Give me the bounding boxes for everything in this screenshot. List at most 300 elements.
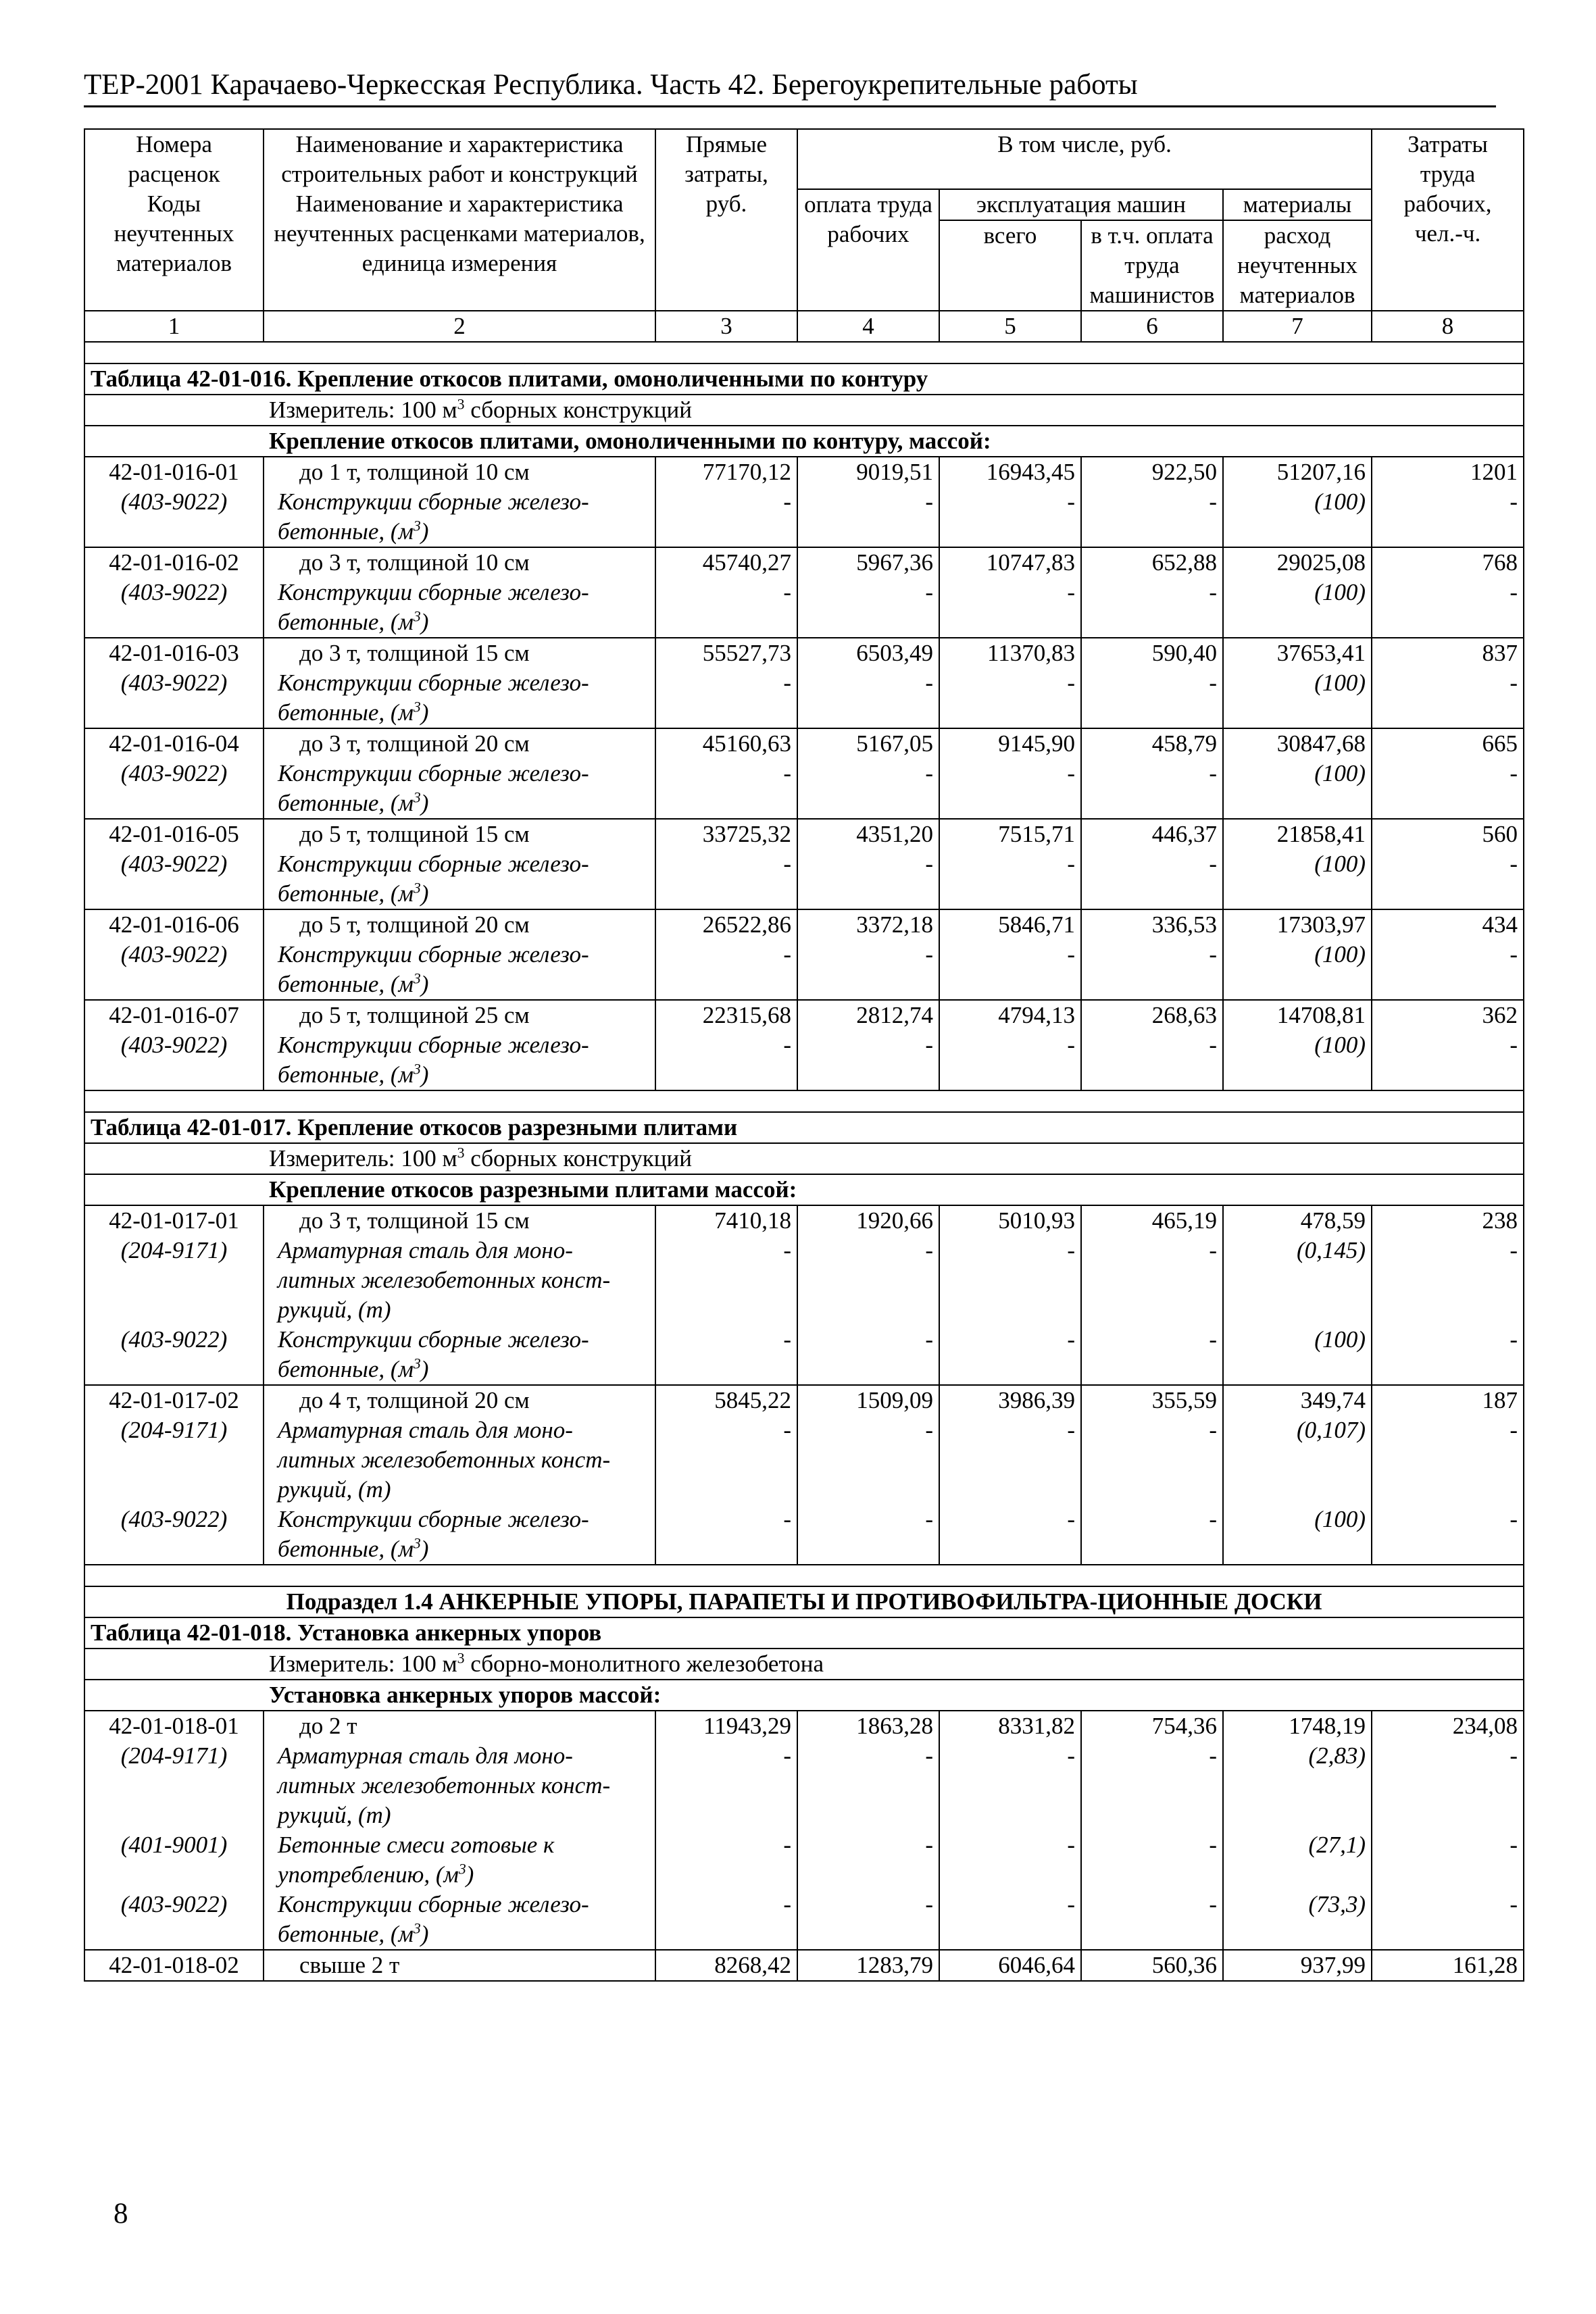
material-code: (204-9171) [84,1741,264,1830]
col-including-header: В том числе, руб. [797,129,1372,189]
material-cost: 937,99 [1223,1950,1372,1981]
subheader-row [84,1680,1524,1711]
col-materials-header: материалы [1223,189,1372,220]
rate-name: до 5 т, толщиной 20 см [264,909,655,940]
material-unit-close: ) [420,1921,429,1947]
material-quantity: (100) [1223,487,1372,547]
material-unit-close: ) [420,699,429,726]
material-unit-exponent: 3 [413,789,421,806]
machine-total: 8331,82 [939,1711,1081,1741]
material-direct: - [655,1505,797,1565]
material-unit-exponent: 3 [458,1861,466,1878]
material-quantity: (0,107) [1223,1415,1372,1505]
column-numbers-row [84,311,1524,342]
rate-code: 42-01-016-05 [84,819,264,849]
material-machinist: - [1081,759,1223,819]
material-machinist: - [1081,487,1223,547]
material-quantity: (73,3) [1223,1890,1372,1950]
column-number: 8 [1372,311,1524,342]
labor-pay: 9019,51 [797,457,939,487]
material-name-text: Конструкции сборные железо-бетонные, (м [278,670,589,726]
material-labor: - [1372,1890,1524,1950]
labor-costs: 362 [1372,1000,1524,1030]
material-mach: - [939,1325,1081,1385]
rate-row [84,819,1524,849]
column-number: 1 [84,311,264,342]
table-title-row [84,363,1524,395]
material-name [264,1415,655,1505]
material-name-text: Конструкции сборные железо-бетонные, (м [278,760,589,816]
measure-row [84,395,1524,426]
material-machinist: - [1081,668,1223,728]
rate-row [84,457,1524,487]
material-cost: 21858,41 [1223,819,1372,849]
header-row-2 [84,189,1524,220]
rate-code: 42-01-017-01 [84,1205,264,1236]
machine-total: 5846,71 [939,909,1081,940]
measure-lead [84,1143,264,1174]
direct-costs: 8268,42 [655,1950,797,1981]
material-direct: - [655,1890,797,1950]
measure-unit-exponent: 3 [457,1650,465,1667]
material-machinist: - [1081,1830,1223,1890]
direct-costs: 45160,63 [655,728,797,759]
rate-name: до 3 т, толщиной 10 см [264,547,655,578]
machine-total: 16943,45 [939,457,1081,487]
material-quantity: (100) [1223,1325,1372,1385]
material-cost: 17303,97 [1223,909,1372,940]
material-name-text: Конструкции сборные железо-бетонные, (м [278,851,589,907]
subheader-lead [84,1680,264,1711]
material-unit-exponent: 3 [413,608,421,625]
material-code: (403-9022) [84,940,264,1000]
rate-code: 42-01-016-03 [84,638,264,668]
table-title: Таблица 42-01-016. Крепление откосов плитами, омоноличенными по контуру [84,363,1524,395]
material-pay: - [797,1741,939,1830]
material-code: (403-9022) [84,578,264,638]
material-quantity: (27,1) [1223,1830,1372,1890]
material-name [264,849,655,909]
material-unit-close: ) [420,880,429,907]
material-unit-close: ) [420,1536,429,1562]
rate-row [84,1950,1524,1981]
measure-label [264,1143,1524,1174]
rate-code: 42-01-018-02 [84,1950,264,1981]
material-name [264,487,655,547]
labor-pay: 2812,74 [797,1000,939,1030]
material-direct: - [655,487,797,547]
material-quantity: (100) [1223,1505,1372,1565]
measure-suffix: сборно-монолитного железобетона [464,1651,824,1677]
material-pay: - [797,1030,939,1090]
machine-total: 9145,90 [939,728,1081,759]
material-direct: - [655,1030,797,1090]
labor-pay: 5967,36 [797,547,939,578]
material-name-text: Конструкции сборные железо-бетонные, (м [278,1032,589,1088]
table-title: Таблица 42-01-018. Установка анкерных упоров [84,1617,1524,1649]
division-row [84,1586,1524,1617]
direct-costs: 77170,12 [655,457,797,487]
material-code: (403-9022) [84,1505,264,1565]
material-pay: - [797,1505,939,1565]
column-number: 2 [264,311,655,342]
material-unit-close: ) [420,518,429,545]
rate-code: 42-01-016-01 [84,457,264,487]
material-code: (403-9022) [84,759,264,819]
material-labor: - [1372,487,1524,547]
subheader-lead [84,426,264,457]
rate-row [84,728,1524,759]
material-row [84,849,1524,909]
material-quantity: (100) [1223,759,1372,819]
direct-costs: 55527,73 [655,638,797,668]
material-mach: - [939,578,1081,638]
material-name-text: Конструкции сборные железо-бетонные, (м [278,1891,589,1947]
col-rate-numbers-header: Номера расценок [84,129,264,189]
material-mach: - [939,668,1081,728]
material-name [264,1830,655,1890]
direct-costs: 7410,18 [655,1205,797,1236]
machinist-pay: 465,19 [1081,1205,1223,1236]
material-row [84,1890,1524,1950]
rate-code: 42-01-016-07 [84,1000,264,1030]
material-cost: 29025,08 [1223,547,1372,578]
col-work-name-header: Наименование и характеристика строительных работ и конструкций [264,129,655,189]
material-name [264,1236,655,1325]
header-row-1 [84,129,1524,189]
measure-label [264,395,1524,426]
machinist-pay: 268,63 [1081,1000,1223,1030]
rate-name: до 5 т, толщиной 25 см [264,1000,655,1030]
measure-row [84,1143,1524,1174]
labor-costs: 234,08 [1372,1711,1524,1741]
material-cost: 1748,19 [1223,1711,1372,1741]
material-direct: - [655,668,797,728]
labor-costs: 187 [1372,1385,1524,1415]
material-unit-close: ) [420,790,429,816]
page-header: ТЕР-2001 Карачаево-Черкесская Республика. Часть 42. Берегоукрепительные работы [84,69,1138,101]
material-unit-close: ) [420,1061,429,1088]
material-mach: - [939,849,1081,909]
page-number: 8 [114,2198,128,2230]
material-row [84,1830,1524,1890]
material-code: (403-9022) [84,1325,264,1385]
column-number: 3 [655,311,797,342]
division-title: Подраздел 1.4 АНКЕРНЫЕ УПОРЫ, ПАРАПЕТЫ И ПРОТИВОФИЛЬТРА-ЦИОННЫЕ ДОСКИ [84,1586,1524,1617]
material-row [84,1325,1524,1385]
material-pay: - [797,578,939,638]
material-machinist: - [1081,1890,1223,1950]
direct-costs: 5845,22 [655,1385,797,1415]
material-code: (403-9022) [84,1890,264,1950]
material-labor: - [1372,1030,1524,1090]
material-machinist: - [1081,1030,1223,1090]
machinist-pay: 446,37 [1081,819,1223,849]
material-cost: 37653,41 [1223,638,1372,668]
labor-pay: 1920,66 [797,1205,939,1236]
material-quantity: (0,145) [1223,1236,1372,1325]
material-mach: - [939,1030,1081,1090]
rate-row [84,1205,1524,1236]
rate-code: 42-01-016-02 [84,547,264,578]
material-unit-exponent: 3 [413,1920,421,1937]
material-name [264,1505,655,1565]
material-machinist: - [1081,1415,1223,1505]
machinist-pay: 355,59 [1081,1385,1223,1415]
table-title-row [84,1617,1524,1649]
material-quantity: (2,83) [1223,1741,1372,1830]
material-cost: 30847,68 [1223,728,1372,759]
material-labor: - [1372,1236,1524,1325]
rate-code: 42-01-016-06 [84,909,264,940]
material-mach: - [939,759,1081,819]
rate-row [84,1711,1524,1741]
section-spacer [84,1565,1524,1586]
machinist-pay: 652,88 [1081,547,1223,578]
measure-label [264,1649,1524,1680]
material-unit-exponent: 3 [413,699,421,715]
rate-name: до 1 т, толщиной 10 см [264,457,655,487]
material-machinist: - [1081,1505,1223,1565]
labor-costs: 161,28 [1372,1950,1524,1981]
material-unit-exponent: 3 [413,1061,421,1078]
material-row [84,487,1524,547]
material-direct: - [655,1415,797,1505]
labor-pay: 6503,49 [797,638,939,668]
spacer-cell [84,1565,1524,1586]
rate-code: 42-01-016-04 [84,728,264,759]
material-unit-exponent: 3 [413,1535,421,1552]
direct-costs: 11943,29 [655,1711,797,1741]
labor-costs: 238 [1372,1205,1524,1236]
machinist-pay: 754,36 [1081,1711,1223,1741]
machine-total: 7515,71 [939,819,1081,849]
material-cost: 478,59 [1223,1205,1372,1236]
column-number: 4 [797,311,939,342]
material-labor: - [1372,578,1524,638]
material-code: (204-9171) [84,1415,264,1505]
machine-total: 11370,83 [939,638,1081,668]
measure-prefix: Измеритель: 100 м [269,1145,457,1172]
material-pay: - [797,1236,939,1325]
machinist-pay: 458,79 [1081,728,1223,759]
direct-costs: 33725,32 [655,819,797,849]
labor-pay: 1283,79 [797,1950,939,1981]
machine-total: 10747,83 [939,547,1081,578]
column-number: 5 [939,311,1081,342]
direct-costs: 45740,27 [655,547,797,578]
material-labor: - [1372,1415,1524,1505]
rate-row [84,909,1524,940]
material-name [264,578,655,638]
material-name [264,1741,655,1830]
machine-total: 4794,13 [939,1000,1081,1030]
material-code: (401-9001) [84,1830,264,1890]
col-material-name-header: Наименование и характеристика неучтенных расценками материалов, единица измерения [264,189,655,311]
material-code: (403-9022) [84,849,264,909]
material-row [84,1415,1524,1505]
material-row [84,1236,1524,1325]
material-mach: - [939,1236,1081,1325]
material-pay: - [797,668,939,728]
rate-row [84,1385,1524,1415]
col-material-codes-header: Коды неучтенных материалов [84,189,264,311]
labor-pay: 4351,20 [797,819,939,849]
material-pay: - [797,940,939,1000]
machine-total: 6046,64 [939,1950,1081,1981]
material-name [264,668,655,728]
material-cost: 349,74 [1223,1385,1372,1415]
material-cost: 51207,16 [1223,457,1372,487]
material-unit-close: ) [420,971,429,997]
material-name-text: Конструкции сборные железо-бетонные, (м [278,1506,589,1562]
rate-name: до 3 т, толщиной 15 см [264,1205,655,1236]
material-labor: - [1372,940,1524,1000]
machinist-pay: 336,53 [1081,909,1223,940]
rate-row [84,1000,1524,1030]
col-labor-costs-header: Затраты труда рабочих, чел.-ч. [1372,129,1524,311]
material-code: (403-9022) [84,668,264,728]
material-quantity: (100) [1223,940,1372,1000]
measure-prefix: Измеритель: 100 м [269,397,457,423]
material-direct: - [655,1325,797,1385]
material-direct: - [655,1830,797,1890]
material-direct: - [655,849,797,909]
rate-name: до 2 т [264,1711,655,1741]
rate-code: 42-01-017-02 [84,1385,264,1415]
labor-pay: 5167,05 [797,728,939,759]
subheader-row [84,1174,1524,1205]
section-spacer [84,1090,1524,1112]
material-name [264,940,655,1000]
material-quantity: (100) [1223,1030,1372,1090]
measure-suffix: сборных конструкций [464,397,692,423]
rates-table [84,128,1524,1982]
material-labor: - [1372,1325,1524,1385]
column-number: 6 [1081,311,1223,342]
rate-name: до 4 т, толщиной 20 см [264,1385,655,1415]
material-name-text: Арматурная сталь для моно-литных железобетонных конст-рукций, (т) [278,1237,611,1323]
material-code: (403-9022) [84,1030,264,1090]
rate-row [84,547,1524,578]
material-pay: - [797,1415,939,1505]
material-machinist: - [1081,940,1223,1000]
material-name-text: Конструкции сборные железо-бетонные, (м [278,941,589,997]
material-quantity: (100) [1223,849,1372,909]
table-title: Таблица 42-01-017. Крепление откосов разрезными плитами [84,1112,1524,1143]
material-direct: - [655,1741,797,1830]
material-mach: - [939,1890,1081,1950]
material-unit-exponent: 3 [413,880,421,897]
material-code: (403-9022) [84,487,264,547]
material-mach: - [939,1741,1081,1830]
subheader-label: Крепление откосов плитами, омоноличенными по контуру, массой: [264,426,1524,457]
material-direct: - [655,759,797,819]
subheader-label: Установка анкерных упоров массой: [264,1680,1524,1711]
material-pay: - [797,759,939,819]
subheader-label: Крепление откосов разрезными плитами массой: [264,1174,1524,1205]
material-name [264,1325,655,1385]
material-row [84,668,1524,728]
material-machinist: - [1081,1741,1223,1830]
measure-unit-exponent: 3 [457,1145,465,1161]
rate-name: свыше 2 т [264,1950,655,1981]
material-name-text: Арматурная сталь для моно-литных железобетонных конст-рукций, (т) [278,1742,611,1828]
labor-pay: 3372,18 [797,909,939,940]
header-rule [84,105,1496,107]
material-labor: - [1372,668,1524,728]
labor-costs: 434 [1372,909,1524,940]
spacer-cell [84,342,1524,363]
material-pay: - [797,849,939,909]
material-labor: - [1372,1830,1524,1890]
material-unit-exponent: 3 [413,518,421,534]
labor-costs: 837 [1372,638,1524,668]
col-machine-operation-header: эксплуатация машин [939,189,1223,220]
material-unit-close: ) [420,609,429,635]
material-name [264,1890,655,1950]
measure-suffix: сборных конструкций [464,1145,692,1172]
material-quantity: (100) [1223,668,1372,728]
material-pay: - [797,1325,939,1385]
material-labor: - [1372,1741,1524,1830]
material-cost: 14708,81 [1223,1000,1372,1030]
material-unit-close: ) [466,1861,474,1888]
material-row [84,1030,1524,1090]
material-machinist: - [1081,1325,1223,1385]
material-name-text: Конструкции сборные железо-бетонные, (м [278,1326,589,1382]
labor-costs: 768 [1372,547,1524,578]
column-number: 7 [1223,311,1372,342]
direct-costs: 22315,68 [655,1000,797,1030]
table-title-row [84,1112,1524,1143]
machine-total: 3986,39 [939,1385,1081,1415]
col-direct-costs-header: Прямые затраты, руб. [655,129,797,311]
material-row [84,1505,1524,1565]
material-name-text: Конструкции сборные железо-бетонные, (м [278,579,589,635]
col-labor-pay-header: оплата труда рабочих [797,189,939,311]
material-name-text: Бетонные смеси готовые к употреблению, (м [278,1832,555,1888]
material-code: (204-9171) [84,1236,264,1325]
col-machinist-pay-header: в т.ч. оплата труда машинистов [1081,220,1223,311]
material-row [84,1741,1524,1830]
material-direct: - [655,1236,797,1325]
material-name [264,1030,655,1090]
material-row [84,940,1524,1000]
measure-unit-exponent: 3 [457,396,465,413]
material-name [264,759,655,819]
material-mach: - [939,1415,1081,1505]
subheader-row [84,426,1524,457]
material-machinist: - [1081,1236,1223,1325]
material-name-text: Арматурная сталь для моно-литных железобетонных конст-рукций, (т) [278,1417,611,1503]
col-machine-total-header: всего [939,220,1081,311]
material-unit-close: ) [420,1356,429,1382]
labor-costs: 560 [1372,819,1524,849]
spacer-cell [84,1090,1524,1112]
material-mach: - [939,940,1081,1000]
section-spacer [84,342,1524,363]
material-machinist: - [1081,578,1223,638]
material-labor: - [1372,1505,1524,1565]
material-pay: - [797,1830,939,1890]
labor-costs: 665 [1372,728,1524,759]
material-direct: - [655,940,797,1000]
rate-name: до 3 т, толщиной 15 см [264,638,655,668]
rate-row [84,638,1524,668]
measure-prefix: Измеритель: 100 м [269,1651,457,1677]
subheader-lead [84,1174,264,1205]
